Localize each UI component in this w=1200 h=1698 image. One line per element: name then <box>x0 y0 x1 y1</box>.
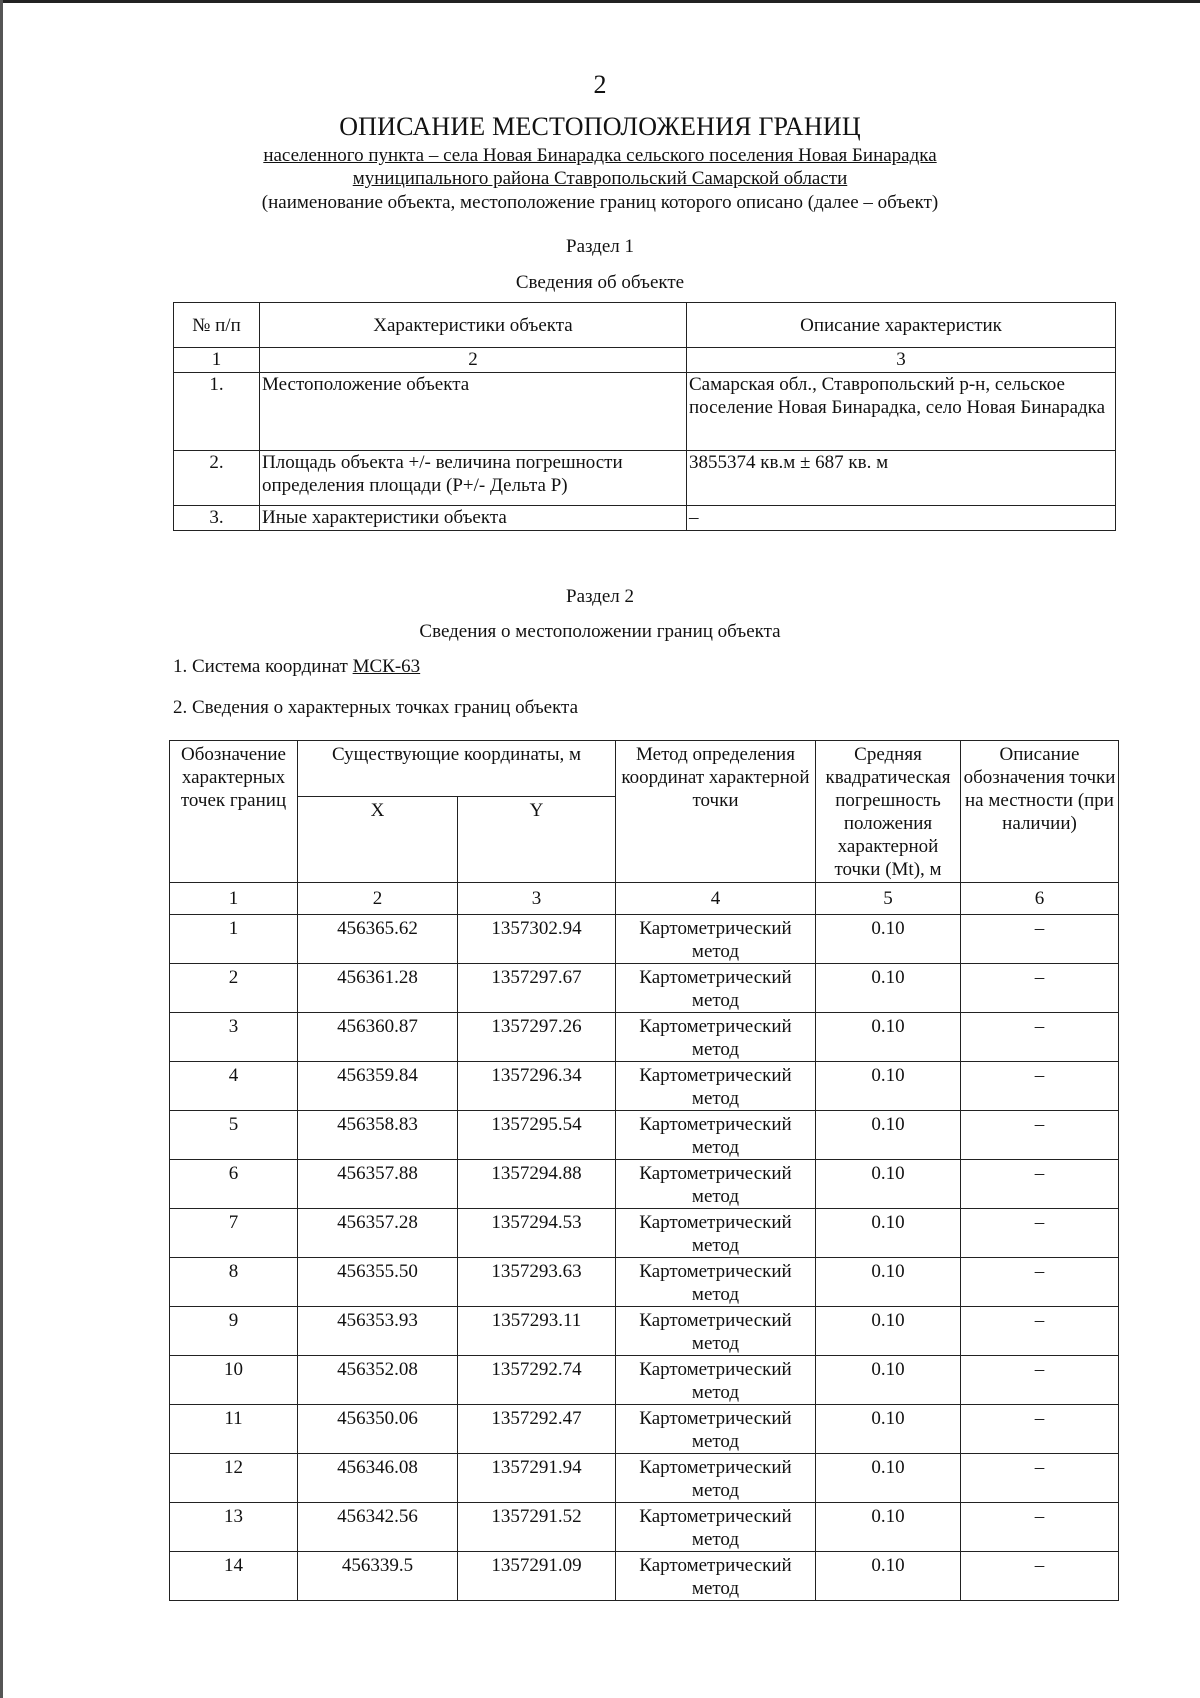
point-id: 4 <box>170 1062 298 1111</box>
point-description: – <box>961 964 1119 1013</box>
header-number: № п/п <box>174 303 260 348</box>
object-table-header <box>174 303 1116 348</box>
point-mean-error: 0.10 <box>816 1258 961 1307</box>
coordinate-system-value: МСК-63 <box>352 656 421 677</box>
point-x: 456350.06 <box>298 1405 458 1454</box>
row-number: 3. <box>174 506 260 531</box>
point-method: Картометрический метод <box>616 1405 816 1454</box>
table-row <box>170 1405 1119 1454</box>
col-number: 1 <box>170 883 298 915</box>
points-info-label: 2. Сведения о характерных точках границ объекта <box>173 697 579 718</box>
point-description: – <box>961 1503 1119 1552</box>
header-description: Описание характеристик <box>687 303 1116 348</box>
point-x: 456357.28 <box>298 1209 458 1258</box>
point-mean-error: 0.10 <box>816 1356 961 1405</box>
point-method: Картометрический метод <box>616 1307 816 1356</box>
point-id: 14 <box>170 1552 298 1601</box>
point-x: 456359.84 <box>298 1062 458 1111</box>
object-info-table <box>173 302 1116 531</box>
point-y: 1357302.94 <box>458 915 616 964</box>
point-y: 1357294.88 <box>458 1160 616 1209</box>
table-row <box>170 915 1119 964</box>
point-id: 6 <box>170 1160 298 1209</box>
point-method: Картометрический метод <box>616 1258 816 1307</box>
point-id: 12 <box>170 1454 298 1503</box>
section-1-heading: Раздел 1 <box>566 236 634 257</box>
point-mean-error: 0.10 <box>816 1552 961 1601</box>
header-x: X <box>298 797 458 883</box>
point-description: – <box>961 1356 1119 1405</box>
col-number: 1 <box>174 348 260 373</box>
points-table-header <box>170 741 1119 797</box>
point-x: 456365.62 <box>298 915 458 964</box>
col-number: 2 <box>298 883 458 915</box>
header-characteristics: Характеристики объекта <box>260 303 687 348</box>
point-description: – <box>961 1013 1119 1062</box>
table-row <box>170 1454 1119 1503</box>
point-mean-error: 0.10 <box>816 1209 961 1258</box>
point-description: – <box>961 1111 1119 1160</box>
point-id: 1 <box>170 915 298 964</box>
point-id: 10 <box>170 1356 298 1405</box>
table-row <box>170 1307 1119 1356</box>
table-row <box>174 506 1116 531</box>
point-x: 456342.56 <box>298 1503 458 1552</box>
point-id: 3 <box>170 1013 298 1062</box>
subtitle-line-2: муниципального района Ставропольский Самарской области <box>352 168 848 189</box>
characteristic-name: Площадь объекта +/- величина погрешности определения площади (P+/- Дельта P) <box>260 451 687 506</box>
point-description: – <box>961 915 1119 964</box>
characteristic-value: – <box>687 506 1116 531</box>
point-y: 1357291.09 <box>458 1552 616 1601</box>
boundary-points-table <box>169 740 1119 1601</box>
point-id: 7 <box>170 1209 298 1258</box>
table-row <box>174 451 1116 506</box>
table-row <box>170 1356 1119 1405</box>
characteristic-name: Местоположение объекта <box>260 373 687 451</box>
col-number: 5 <box>816 883 961 915</box>
characteristic-value: 3855374 кв.м ± 687 кв. м <box>687 451 1116 506</box>
point-y: 1357294.53 <box>458 1209 616 1258</box>
characteristic-name: Иные характеристики объекта <box>260 506 687 531</box>
point-x: 456355.50 <box>298 1258 458 1307</box>
point-y: 1357292.74 <box>458 1356 616 1405</box>
row-number: 1. <box>174 373 260 451</box>
point-description: – <box>961 1552 1119 1601</box>
characteristic-value: Самарская обл., Ставропольский р-н, сельское поселение Новая Бинарадка, село Новая Бинарадка <box>687 373 1116 451</box>
point-y: 1357297.67 <box>458 964 616 1013</box>
col-number: 2 <box>260 348 687 373</box>
header-mean-error: Средняя квадратическая погрешность положения характерной точки (Mt), м <box>816 741 961 883</box>
point-method: Картометрический метод <box>616 1062 816 1111</box>
point-x: 456358.83 <box>298 1111 458 1160</box>
col-number: 3 <box>458 883 616 915</box>
point-description: – <box>961 1405 1119 1454</box>
header-method: Метод определения координат характерной точки <box>616 741 816 883</box>
point-description: – <box>961 1258 1119 1307</box>
subtitle-line-1: населенного пункта – села Новая Бинарадка сельского поселения Новая Бинарадка <box>263 145 937 166</box>
point-method: Картометрический метод <box>616 1356 816 1405</box>
point-id: 5 <box>170 1111 298 1160</box>
point-x: 456352.08 <box>298 1356 458 1405</box>
point-id: 8 <box>170 1258 298 1307</box>
point-method: Картометрический метод <box>616 1160 816 1209</box>
row-number: 2. <box>174 451 260 506</box>
page-number: 2 <box>593 70 607 99</box>
point-x: 456346.08 <box>298 1454 458 1503</box>
section-2-title: Сведения о местоположении границ объекта <box>419 621 781 642</box>
table-row <box>170 1503 1119 1552</box>
col-number: 4 <box>616 883 816 915</box>
header-y: Y <box>458 797 616 883</box>
point-mean-error: 0.10 <box>816 1454 961 1503</box>
point-method: Картометрический метод <box>616 964 816 1013</box>
object-table-col-numbers <box>174 348 1116 373</box>
point-mean-error: 0.10 <box>816 1160 961 1209</box>
point-description: – <box>961 1454 1119 1503</box>
point-description: – <box>961 1307 1119 1356</box>
table-row <box>170 1160 1119 1209</box>
coordinate-system-label: 1. Система координат <box>173 656 353 677</box>
scan-edge-top <box>0 0 1200 3</box>
point-mean-error: 0.10 <box>816 1111 961 1160</box>
table-row <box>170 1258 1119 1307</box>
point-method: Картометрический метод <box>616 1503 816 1552</box>
points-table-col-numbers <box>170 883 1119 915</box>
section-1-title: Сведения об объекте <box>515 272 685 293</box>
document-title: ОПИСАНИЕ МЕСТОПОЛОЖЕНИЯ ГРАНИЦ <box>339 112 861 141</box>
point-method: Картометрический метод <box>616 1454 816 1503</box>
point-description: – <box>961 1160 1119 1209</box>
point-id: 13 <box>170 1503 298 1552</box>
point-x: 456361.28 <box>298 964 458 1013</box>
point-description: – <box>961 1062 1119 1111</box>
point-x: 456357.88 <box>298 1160 458 1209</box>
table-row <box>170 1013 1119 1062</box>
point-method: Картометрический метод <box>616 915 816 964</box>
object-caption: (наименование объекта, местоположение границ которого описано (далее – объект) <box>261 192 939 213</box>
table-row <box>174 373 1116 451</box>
header-coordinates: Существующие координаты, м <box>298 741 616 797</box>
point-id: 11 <box>170 1405 298 1454</box>
point-y: 1357291.52 <box>458 1503 616 1552</box>
table-row <box>170 1111 1119 1160</box>
table-row <box>170 1552 1119 1601</box>
point-id: 9 <box>170 1307 298 1356</box>
point-id: 2 <box>170 964 298 1013</box>
point-x: 456353.93 <box>298 1307 458 1356</box>
point-y: 1357296.34 <box>458 1062 616 1111</box>
point-mean-error: 0.10 <box>816 1013 961 1062</box>
point-mean-error: 0.10 <box>816 1062 961 1111</box>
section-2-heading: Раздел 2 <box>566 586 634 607</box>
table-row <box>170 1209 1119 1258</box>
point-y: 1357292.47 <box>458 1405 616 1454</box>
point-method: Картометрический метод <box>616 1111 816 1160</box>
point-mean-error: 0.10 <box>816 964 961 1013</box>
point-method: Картометрический метод <box>616 1209 816 1258</box>
point-method: Картометрический метод <box>616 1013 816 1062</box>
point-description: – <box>961 1209 1119 1258</box>
point-y: 1357297.26 <box>458 1013 616 1062</box>
point-y: 1357293.11 <box>458 1307 616 1356</box>
point-mean-error: 0.10 <box>816 1503 961 1552</box>
header-point: Обозначение характерных точек границ <box>170 741 298 883</box>
point-y: 1357291.94 <box>458 1454 616 1503</box>
point-method: Картометрический метод <box>616 1552 816 1601</box>
point-mean-error: 0.10 <box>816 1307 961 1356</box>
point-x: 456339.5 <box>298 1552 458 1601</box>
table-row <box>170 1062 1119 1111</box>
point-y: 1357293.63 <box>458 1258 616 1307</box>
header-point-description: Описание обозначения точки на местности (при наличии) <box>961 741 1119 883</box>
coordinate-system-line <box>173 656 420 678</box>
point-mean-error: 0.10 <box>816 915 961 964</box>
col-number: 3 <box>687 348 1116 373</box>
table-row <box>170 964 1119 1013</box>
point-x: 456360.87 <box>298 1013 458 1062</box>
col-number: 6 <box>961 883 1119 915</box>
point-mean-error: 0.10 <box>816 1405 961 1454</box>
point-y: 1357295.54 <box>458 1111 616 1160</box>
